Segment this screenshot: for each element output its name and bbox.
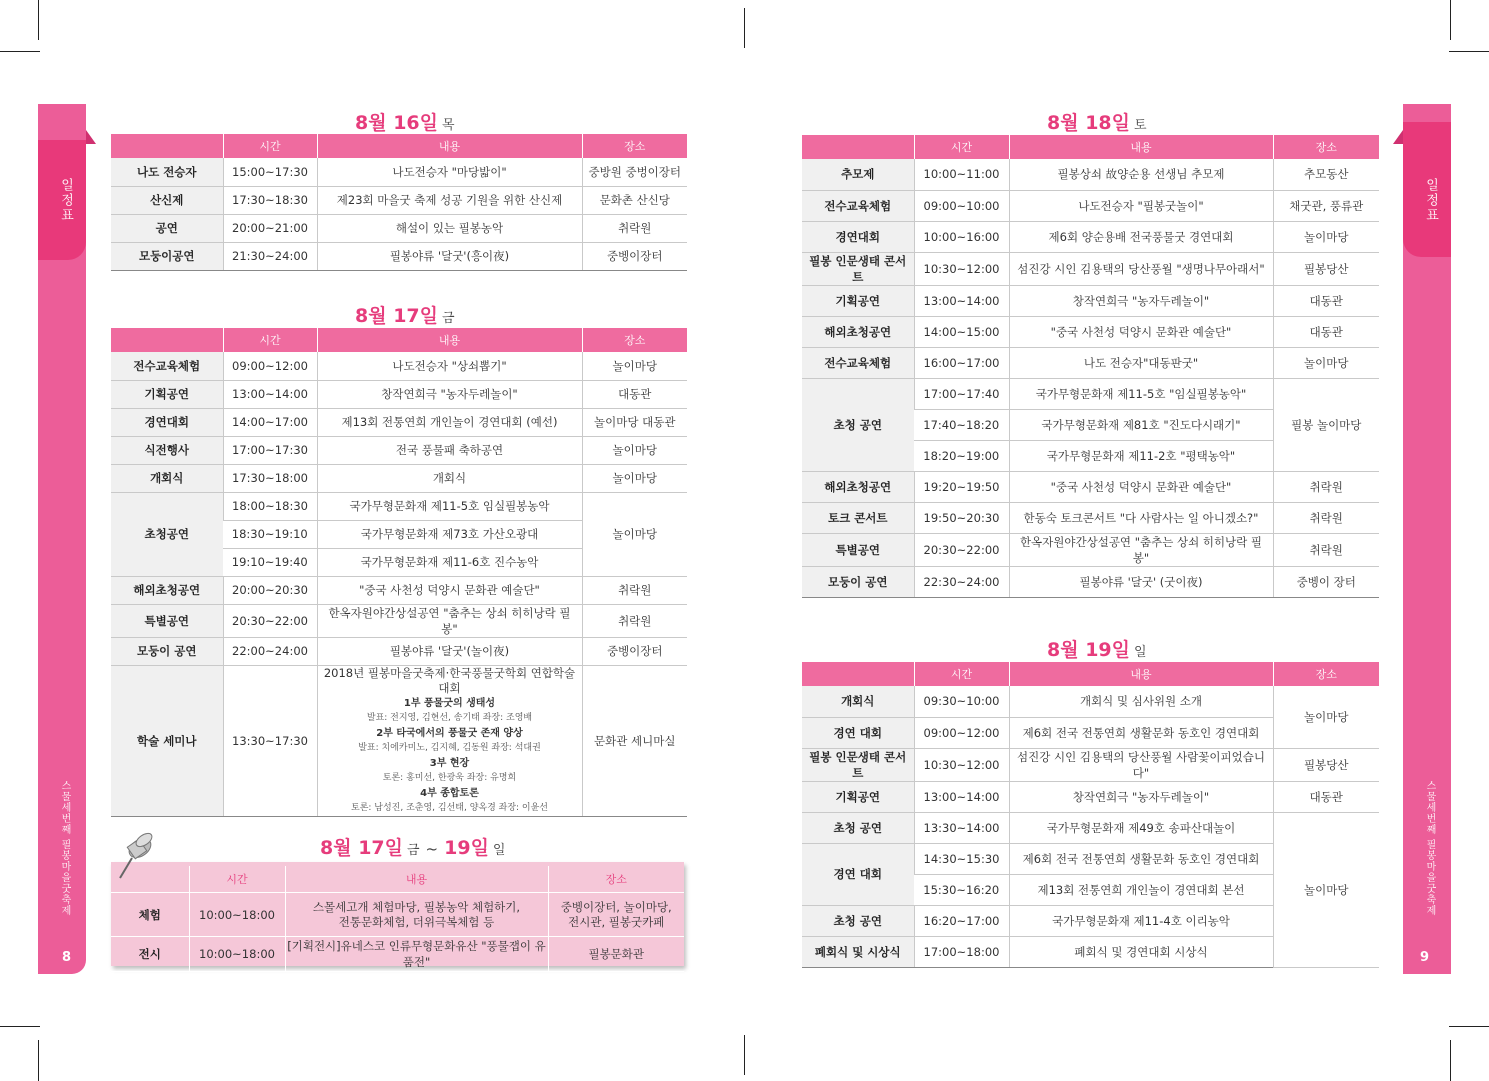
- content-cell: 국가무형문화재 제49호 송파산대놀이: [1009, 812, 1273, 843]
- header-cell: [111, 328, 223, 352]
- table-row: [111, 352, 687, 380]
- table-row: [111, 604, 687, 637]
- time-cell: 09:00~12:00: [223, 352, 317, 380]
- time-cell: 17:40~18:20: [914, 409, 1009, 440]
- time-cell: 13:00~14:00: [223, 380, 317, 408]
- content-cell: 창작연희극 "농자두레놀이": [1009, 285, 1273, 316]
- time-cell: 15:00~17:30: [223, 158, 317, 186]
- content-cell: 섬진강 시인 김용택의 당산풍월 "생명나무아래서": [1009, 252, 1273, 285]
- header-cell: 장소: [1273, 662, 1379, 686]
- place-cell: 놀이마당: [582, 464, 687, 492]
- time-cell: 09:00~10:00: [914, 190, 1009, 221]
- aug17-19-title: [320, 833, 505, 860]
- category-cell: 필봉 인문생태 콘서트: [802, 748, 914, 781]
- category-cell: 해외초청공연: [111, 576, 223, 604]
- place-cell: 대동관: [582, 380, 687, 408]
- category-cell: 필봉 인문생태 콘서트: [802, 252, 914, 285]
- time-cell: 14:30~15:30: [914, 843, 1009, 874]
- seminar-line: 발표: 전지영, 김현선, 송기태 좌장: 조영배: [366, 712, 533, 723]
- content-cell: 한옥자원야간상설공연 "춤추는 상쇠 히히낭락 필봉": [1009, 533, 1273, 566]
- content-cell: "중국 사천성 덕양시 문화관 예술단": [317, 576, 582, 604]
- category-cell: 초청 공연: [802, 905, 914, 936]
- table-header: [802, 662, 1379, 686]
- header-cell: 내용: [285, 866, 548, 893]
- table-row: [111, 186, 687, 214]
- right-fold: [1393, 130, 1403, 144]
- header-cell: 시간: [914, 135, 1009, 159]
- content-cell: 창작연희극 "농자두레놀이": [317, 380, 582, 408]
- place-cell: 놀이마당: [1273, 347, 1379, 378]
- content-cell: 제13회 전통연희 개인놀이 경연대회 (예선): [317, 408, 582, 436]
- crop-mark: [0, 51, 40, 52]
- content-cell: 국가무형문화재 제11-4호 이리농악: [1009, 905, 1273, 936]
- time-cell: 20:00~21:00: [223, 214, 317, 242]
- table-row: [111, 637, 687, 665]
- aug16-table: [111, 134, 687, 271]
- aug18-date: 8월 18일: [1047, 112, 1130, 134]
- category-cell: 공연: [111, 214, 223, 242]
- header-cell: 시간: [223, 134, 317, 158]
- aug17-date: 8월 17일: [355, 305, 438, 327]
- content-cell: 나도전승자 "필봉굿놀이": [1009, 190, 1273, 221]
- left-tab-label: 일정표: [58, 178, 73, 223]
- date-end: 19일: [444, 837, 489, 859]
- time-cell: 10:00~18:00: [189, 893, 285, 937]
- place-cell: 취락원: [582, 604, 687, 637]
- category-cell: 모둥이공연: [111, 242, 223, 270]
- category-cell: 전시: [111, 937, 189, 972]
- category-cell: 기획공연: [802, 285, 914, 316]
- place-cell: 취락원: [582, 214, 687, 242]
- category-cell: 개회식: [111, 464, 223, 492]
- place-cell: 놀이마당: [1273, 812, 1379, 967]
- time-cell: 13:00~14:00: [914, 285, 1009, 316]
- place-cell: 중벵이 장터: [1273, 566, 1379, 597]
- table-header: [802, 135, 1379, 159]
- time-cell: 18:30~19:10: [223, 520, 317, 548]
- time-cell: 20:30~22:00: [223, 604, 317, 637]
- header-cell: 장소: [548, 866, 684, 893]
- category-cell: 초청 공연: [802, 378, 914, 471]
- category-cell: 초청 공연: [802, 812, 914, 843]
- content-cell: 필봉상쇠 故양순용 선생님 추모제: [1009, 159, 1273, 190]
- category-cell: 기획공연: [802, 781, 914, 812]
- time-cell: 17:30~18:30: [223, 186, 317, 214]
- place-cell: 놀이마당: [582, 436, 687, 464]
- place-cell: 필봉 놀이마당: [1273, 378, 1379, 471]
- left-fold: [86, 130, 96, 144]
- aug17-table: [111, 328, 687, 817]
- crop-mark: [38, 0, 39, 40]
- seminar-line: 2부 타국에서의 풍물굿 존재 양상: [376, 727, 523, 739]
- category-cell: 특별공연: [802, 533, 914, 566]
- table-row: [802, 471, 1379, 502]
- aug17-19-table: [111, 866, 684, 972]
- time-cell: 19:50~20:30: [914, 502, 1009, 533]
- place-cell: 채굿관, 풍류관: [1273, 190, 1379, 221]
- content-cell: 필봉야류 '달굿' (굿이夜): [1009, 566, 1273, 597]
- crop-mark: [744, 1035, 745, 1075]
- place-cell: 놀이마당: [1273, 221, 1379, 252]
- time-cell: 17:30~18:00: [223, 464, 317, 492]
- content-cell: 폐회식 및 경연대회 시상식: [1009, 936, 1273, 967]
- content-cell: 국가무형문화재 제11-2호 "평택농악": [1009, 440, 1273, 471]
- table-row: [802, 566, 1379, 597]
- header-cell: 장소: [582, 328, 687, 352]
- category-cell: 식전행사: [111, 436, 223, 464]
- right-tab-label: 일정표: [1423, 178, 1438, 223]
- content-cell: 제6회 전국 전통연희 생활문화 동호인 경연대회: [1009, 843, 1273, 874]
- time-cell: 16:20~17:00: [914, 905, 1009, 936]
- category-cell: 폐회식 및 시상식: [802, 936, 914, 967]
- table-row: [111, 576, 687, 604]
- category-cell: 경연 대회: [802, 843, 914, 905]
- category-cell: 초청공연: [111, 492, 223, 576]
- table-row: [802, 221, 1379, 252]
- table-row: [802, 502, 1379, 533]
- category-cell: 체험: [111, 893, 189, 937]
- time-cell: 19:20~19:50: [914, 471, 1009, 502]
- seminar-line: 3부 현장: [429, 757, 470, 769]
- table-row: [802, 781, 1379, 812]
- time-cell: 14:00~17:00: [223, 408, 317, 436]
- place-cell: 문화관 세니마실: [582, 665, 687, 816]
- content-cell: 국가무형문화재 제81호 "진도다시래기": [1009, 409, 1273, 440]
- place-cell: 중벵이장터, 놀이마당, 전시관, 필봉굿카페: [548, 893, 684, 937]
- time-cell: 10:00~11:00: [914, 159, 1009, 190]
- crop-mark: [1449, 1026, 1489, 1027]
- time-cell: 17:00~17:40: [914, 378, 1009, 409]
- content-cell: [기획전시]유네스코 인류무형문화유산 "풍물잽이 유품전": [285, 937, 548, 972]
- table-row: [802, 347, 1379, 378]
- header-cell: 시간: [223, 328, 317, 352]
- category-cell: 경연 대회: [802, 717, 914, 748]
- place-cell: 필봉당산: [1273, 748, 1379, 781]
- header-cell: 시간: [189, 866, 285, 893]
- table-row: [802, 190, 1379, 221]
- table-row: [802, 316, 1379, 347]
- content-cell: 국가무형문화재 제11-6호 진수농악: [317, 548, 582, 576]
- header-cell: 시간: [914, 662, 1009, 686]
- table-row: [111, 665, 687, 816]
- category-cell: 해외초청공연: [802, 471, 914, 502]
- table-row: [802, 748, 1379, 781]
- time-cell: 09:30~10:00: [914, 686, 1009, 717]
- content-cell: 섬진강 시인 김용택의 당산풍월 사람꽃이피었습니다": [1009, 748, 1273, 781]
- table-header: [111, 866, 684, 893]
- time-cell: 13:00~14:00: [914, 781, 1009, 812]
- table-row: [111, 408, 687, 436]
- dow-end: 일: [492, 843, 506, 858]
- category-cell: 토크 콘서트: [802, 502, 914, 533]
- content-cell: 국가무형문화재 제73호 가산오광대: [317, 520, 582, 548]
- category-cell: 개회식: [802, 686, 914, 717]
- place-cell: 대동관: [1273, 781, 1379, 812]
- page-number-left: 8: [62, 950, 72, 965]
- table-row: [802, 533, 1379, 566]
- content-cell: 나도전승자 "상쇠뽑기": [317, 352, 582, 380]
- crop-mark: [744, 8, 745, 48]
- aug16-dow: 목: [441, 118, 455, 133]
- page-number-right: 9: [1420, 950, 1430, 965]
- category-cell: 경연대회: [802, 221, 914, 252]
- crop-mark: [1450, 1040, 1451, 1081]
- header-cell: 내용: [1009, 135, 1273, 159]
- time-cell: 21:30~24:00: [223, 242, 317, 270]
- aug17-dow: 금: [441, 311, 455, 326]
- content-cell: 전국 풍물패 축하공연: [317, 436, 582, 464]
- table-header: [111, 134, 687, 158]
- content-cell: 제13회 전통연희 개인놀이 경연대회 본선: [1009, 874, 1273, 905]
- aug17-title: [355, 301, 455, 328]
- time-cell: 10:30~12:00: [914, 748, 1009, 781]
- time-cell: 20:00~20:30: [223, 576, 317, 604]
- time-cell: 18:20~19:00: [914, 440, 1009, 471]
- table-row: [802, 378, 1379, 409]
- header-cell: 내용: [317, 328, 582, 352]
- header-cell: 장소: [582, 134, 687, 158]
- time-cell: 18:00~18:30: [223, 492, 317, 520]
- content-cell: 국가무형문화재 제11-5호 임실필봉농악: [317, 492, 582, 520]
- seminar-line: 4부 종합토론: [420, 787, 479, 799]
- header-cell: [802, 135, 914, 159]
- table-row: [111, 380, 687, 408]
- category-cell: 전수교육체험: [802, 347, 914, 378]
- crop-mark: [1450, 0, 1451, 40]
- place-cell: 취락원: [1273, 502, 1379, 533]
- content-cell: 제6회 양순용배 전국풍물굿 경연대회: [1009, 221, 1273, 252]
- content-cell: 필봉야류 '달굿'(놀이夜): [317, 637, 582, 665]
- left-festival-label: 스물세번째 필봉마을굿축제: [59, 780, 70, 917]
- content-cell: 국가무형문화재 제11-5호 "임실필봉농악": [1009, 378, 1273, 409]
- place-cell: 중방원 중벙이장터: [582, 158, 687, 186]
- category-cell: 학술 세미나: [111, 665, 223, 816]
- time-cell: 09:00~12:00: [914, 717, 1009, 748]
- time-cell: 13:30~17:30: [223, 665, 317, 816]
- header-cell: 내용: [317, 134, 582, 158]
- place-cell: 문화촌 산신당: [582, 186, 687, 214]
- time-cell: 17:00~17:30: [223, 436, 317, 464]
- time-cell: 19:10~19:40: [223, 548, 317, 576]
- content-cell: 제6회 전국 전통연희 생활문화 동호인 경연대회: [1009, 717, 1273, 748]
- place-cell: 중벵이장터: [582, 637, 687, 665]
- place-cell: 중벵이장터: [582, 242, 687, 270]
- content-cell: "중국 사천성 덕양시 문화관 예술단": [1009, 316, 1273, 347]
- aug18-dow: 토: [1133, 118, 1147, 133]
- table-row: [802, 159, 1379, 190]
- category-cell: 전수교육체험: [802, 190, 914, 221]
- crop-mark: [1449, 51, 1489, 52]
- aug16-title: [355, 108, 455, 135]
- content-cell: 스몰세고개 체험마당, 필봉농악 체험하기, 전통문화체험, 더위극복체험 등: [285, 893, 548, 937]
- header-cell: [802, 662, 914, 686]
- category-cell: 나도 전승자: [111, 158, 223, 186]
- category-cell: 추모제: [802, 159, 914, 190]
- content-cell: 창작연희극 "농자두레놀이": [1009, 781, 1273, 812]
- time-cell: 10:00~18:00: [189, 937, 285, 972]
- table-row: [802, 252, 1379, 285]
- place-cell: 대동관: [1273, 285, 1379, 316]
- crop-mark: [38, 1040, 39, 1081]
- tilde: ~: [425, 840, 439, 858]
- category-cell: 경연대회: [111, 408, 223, 436]
- aug16-date: 8월 16일: [355, 112, 438, 134]
- push-pin-icon: [108, 828, 158, 888]
- place-cell: 놀이마당: [582, 492, 687, 576]
- content-cell: 나도전승자 "마당밟이": [317, 158, 582, 186]
- time-cell: 10:30~12:00: [914, 252, 1009, 285]
- date-start: 8월 17일: [320, 837, 403, 859]
- dow-start: 금: [406, 843, 420, 858]
- content-cell: 제23회 마을굿 축제 성공 기원을 위한 산신제: [317, 186, 582, 214]
- header-cell: [111, 134, 223, 158]
- aug18-title: [1047, 108, 1147, 135]
- content-cell: 한동숙 토크콘서트 "다 사람사는 일 아니겠소?": [1009, 502, 1273, 533]
- place-cell: 추모동산: [1273, 159, 1379, 190]
- category-cell: 모둥이 공연: [111, 637, 223, 665]
- place-cell: 취락원: [582, 576, 687, 604]
- place-cell: 필봉문화관: [548, 937, 684, 972]
- content-cell: 필봉야류 '달굿'(흥이夜): [317, 242, 582, 270]
- place-cell: 놀이마당 대동관: [582, 408, 687, 436]
- aug19-table: [802, 662, 1379, 968]
- seminar-line: 2018년 필봉마을굿축제·한국풍물굿학회 연합학술대회: [323, 665, 576, 695]
- content-cell: 개회식 및 심사위원 소개: [1009, 686, 1273, 717]
- header-cell: 내용: [1009, 662, 1273, 686]
- table-row: [111, 937, 684, 972]
- table-row: [111, 893, 684, 937]
- place-cell: 취락원: [1273, 533, 1379, 566]
- seminar-line: 토론: 홍미선, 한광욱 좌장: 유명희: [382, 772, 517, 783]
- category-cell: 전수교육체험: [111, 352, 223, 380]
- time-cell: 20:30~22:00: [914, 533, 1009, 566]
- time-cell: 22:00~24:00: [223, 637, 317, 665]
- time-cell: 22:30~24:00: [914, 566, 1009, 597]
- table-row: [111, 436, 687, 464]
- table-row: [111, 464, 687, 492]
- content-cell: "중국 사천성 덕양시 문화관 예술단": [1009, 471, 1273, 502]
- seminar-line: 토론: 남성진, 조춘영, 김선태, 양옥경 좌장: 이윤선: [351, 802, 548, 813]
- time-cell: 16:00~17:00: [914, 347, 1009, 378]
- aug19-date: 8월 19일: [1047, 639, 1130, 661]
- category-cell: 특별공연: [111, 604, 223, 637]
- right-festival-label: 스물세번째 필봉마을굿축제: [1424, 780, 1435, 917]
- content-cell: 한옥자원야간상설공연 "춤추는 상쇠 히히낭락 필봉": [317, 604, 582, 637]
- table-row: [111, 214, 687, 242]
- content-cell: 나도 전승자"대동판굿": [1009, 347, 1273, 378]
- aug19-title: [1047, 635, 1147, 662]
- place-cell: 취락원: [1273, 471, 1379, 502]
- content-cell: 해설이 있는 필봉농악: [317, 214, 582, 242]
- crop-mark: [0, 1026, 40, 1027]
- content-cell: 개회식: [317, 464, 582, 492]
- category-cell: 기획공연: [111, 380, 223, 408]
- table-row: [111, 242, 687, 270]
- aug19-dow: 일: [1133, 645, 1147, 660]
- header-cell: 장소: [1273, 135, 1379, 159]
- seminar-line: 발표: 치에카미노, 김지혜, 김동원 좌장: 석대권: [358, 742, 541, 753]
- place-cell: 필봉당산: [1273, 252, 1379, 285]
- table-header: [111, 328, 687, 352]
- table-row: [802, 812, 1379, 843]
- table-row: [802, 285, 1379, 316]
- aug18-table: [802, 135, 1379, 598]
- time-cell: 17:00~18:00: [914, 936, 1009, 967]
- time-cell: 14:00~15:00: [914, 316, 1009, 347]
- category-cell: 산신제: [111, 186, 223, 214]
- table-row: [111, 492, 687, 520]
- seminar-line: 1부 풍물굿의 생태성: [403, 697, 496, 709]
- category-cell: 모둥이 공연: [802, 566, 914, 597]
- table-row: [802, 686, 1379, 717]
- table-row: [111, 158, 687, 186]
- seminar-program: [317, 665, 582, 816]
- place-cell: 대동관: [1273, 316, 1379, 347]
- place-cell: 놀이마당: [582, 352, 687, 380]
- time-cell: 13:30~14:00: [914, 812, 1009, 843]
- time-cell: 10:00~16:00: [914, 221, 1009, 252]
- place-cell: 놀이마당: [1273, 686, 1379, 748]
- time-cell: 15:30~16:20: [914, 874, 1009, 905]
- category-cell: 해외초청공연: [802, 316, 914, 347]
